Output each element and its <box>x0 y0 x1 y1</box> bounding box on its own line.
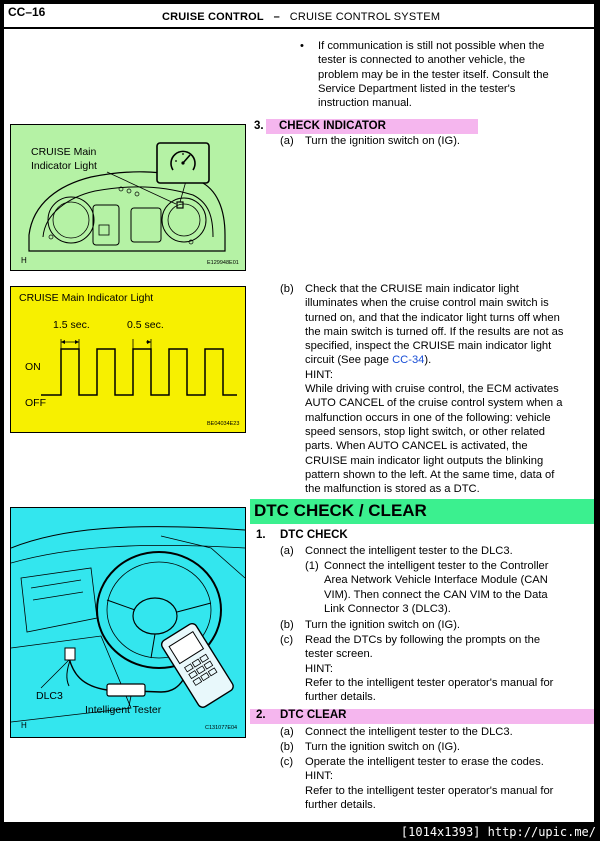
dtc-section-title: DTC CHECK / CLEAR <box>254 501 427 520</box>
step-3-title: CHECK INDICATOR <box>279 120 386 132</box>
dtc-check-title: DTC CHECK <box>280 529 348 541</box>
bullet-text: If communication is still not possible when the tester is connected to another vehicle, the problem may be in the tester itself. Consult the Service Department listed in the tester's instruction manual. <box>318 40 549 110</box>
dlc3-connector-icon <box>65 648 75 660</box>
header-rule <box>4 27 594 29</box>
interval-short-label: 0.5 sec. <box>127 319 164 331</box>
dlc3-label: DLC3 <box>36 690 63 702</box>
header-title <box>162 11 440 23</box>
on-label: ON <box>25 361 41 373</box>
indicator-h-mark: H <box>21 256 27 265</box>
dtc-check-b-text: Turn the ignition switch on (IG). <box>305 619 461 631</box>
image-size-watermark: [1014x1393] http://upic.me/ <box>400 825 596 839</box>
dtc-clear-number: 2. <box>256 709 266 721</box>
indicator-label-line1: CRUISE Main <box>31 146 97 158</box>
step-3-hint-label: HINT: <box>305 368 333 381</box>
blink-title: CRUISE Main Indicator Light <box>19 292 154 304</box>
step-3b-marker: (b) <box>280 283 294 295</box>
indicator-light-figure <box>10 124 246 271</box>
dtc-check-c-marker: (c) <box>280 634 294 646</box>
dtc-clear-b-text: Turn the ignition switch on (IG). <box>305 741 461 753</box>
dtc-clear-b-marker: (b) <box>280 741 294 753</box>
header-section: CRUISE CONTROL <box>162 11 264 23</box>
blink-pattern-figure <box>10 286 246 433</box>
tester-illustration <box>11 508 245 737</box>
page-ref-link[interactable]: CC-34 <box>392 354 425 367</box>
off-label: OFF <box>25 397 46 409</box>
dtc-check-b-marker: (b) <box>280 619 294 631</box>
dtc-check-hint-label: HINT: <box>305 662 333 675</box>
dtc-clear-title: DTC CLEAR <box>280 709 347 721</box>
can-vim-icon <box>107 684 145 696</box>
dtc-check-number: 1. <box>256 529 266 541</box>
manual-page <box>4 4 594 822</box>
step-3a-text: Turn the ignition switch on (IG). <box>305 135 461 147</box>
indicator-label-line2: Indicator Light <box>31 160 97 172</box>
bullet-symbol: • <box>300 40 304 52</box>
step-3b-text: Check that the CRUISE main indicator light illuminates when the cruise control main switch is turned on, and that the indicator light turns off when the main switch is turned off. If the results are not as specified, inspect the CRUISE main indicator light circuit (See page CC-34). HINT: While driving with cruise control, the ECM activates AUTO CANCEL of the cruise control system when a malfunction occurs in one of the following: vehicle speed sensors, stop light switch, or other related parts. When AUTO CANCEL is activated, the CRUISE main indicator light outputs the blinking pattern shown to the left. At the same time, data of the malfunction is stored as a DTC. <box>305 282 593 496</box>
dtc-clear-c-marker: (c) <box>280 756 294 768</box>
tester-figure-code: C131077E04 <box>205 725 238 731</box>
intelligent-tester-label: Intelligent Tester <box>85 704 162 716</box>
dtc-clear-a-marker: (a) <box>280 726 294 738</box>
step-3-number: 3. <box>254 120 264 132</box>
step-3a-marker: (a) <box>280 135 294 147</box>
dtc-check-a-marker: (a) <box>280 545 294 557</box>
dtc-check-c-text: Read the DTCs by following the prompts on the tester screen. HINT: Refer to the intelligent tester operator's manual for further details. <box>305 633 593 704</box>
blink-waveform <box>11 287 245 432</box>
dtc-clear-a-text: Connect the intelligent tester to the DLC3. <box>305 726 513 738</box>
tester-connection-figure <box>10 507 246 738</box>
interval-long-label: 1.5 sec. <box>53 319 90 331</box>
blink-figure-code: BE04034E23 <box>207 421 240 427</box>
tester-device-icon <box>160 622 235 709</box>
indicator-figure-code: E129948E01 <box>207 260 239 266</box>
page-id: CC–16 <box>8 5 46 19</box>
header-separator: – <box>273 11 280 23</box>
header-subsection: CRUISE CONTROL SYSTEM <box>289 11 441 23</box>
tester-h-mark: H <box>21 721 27 730</box>
dtc-check-a-text: Connect the intelligent tester to the DLC3. <box>305 545 513 557</box>
dtc-clear-c-text: Operate the intelligent tester to erase the codes. HINT: Refer to the intelligent tester operator's manual for further details. <box>305 755 593 812</box>
dtc-check-a1-marker: (1) <box>305 560 319 572</box>
dtc-clear-hint-label: HINT: <box>305 770 333 783</box>
dtc-check-a1-text: Connect the intelligent tester to the Controller Area Network Vehicle Interface Module (CAN VIM). Then connect the CAN VIM to the Data Link Connector 3 (DLC3). <box>324 560 549 615</box>
